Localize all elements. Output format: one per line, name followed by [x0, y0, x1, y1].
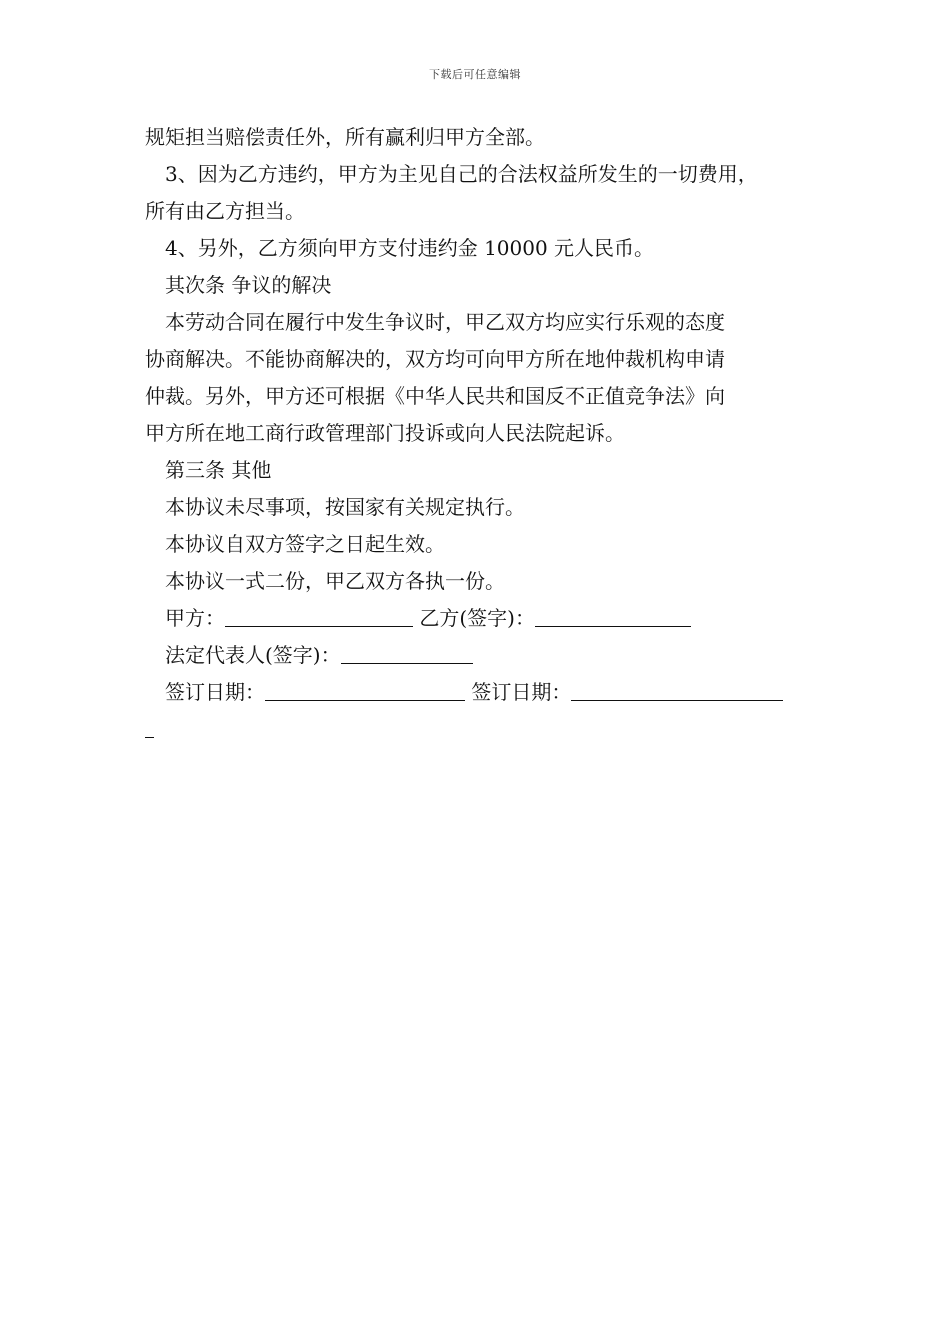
party-a-blank [225, 606, 413, 627]
paragraph-line: 3、因为乙方违约，甲方为主见自己的合法权益所发生的一切费用， [165, 162, 758, 186]
legal-rep-blank [341, 643, 473, 664]
party-b-blank [535, 606, 691, 627]
sign-date-label-a: 签订日期： [165, 680, 265, 704]
legal-rep-label: 法定代表人(签字)： [165, 643, 341, 667]
signature-line-dates [145, 674, 825, 711]
sign-date-blank-a [265, 680, 465, 701]
sign-date-blank-b [571, 680, 783, 701]
paragraph-line: 甲方所在地工商行政管理部门投诉或向人民法院起诉。 [145, 421, 625, 445]
paragraph-line: 本协议未尽事项，按国家有关规定执行。 [165, 495, 525, 519]
signature-line-overflow [145, 711, 825, 748]
paragraph-line: 本协议一式二份，甲乙双方各执一份。 [165, 569, 505, 593]
signature-line-parties [145, 600, 825, 637]
paragraph-line: 4、另外，乙方须向甲方支付违约金 10000 元人民币。 [165, 236, 655, 260]
paragraph-line: 协商解决。不能协商解决的，双方均可向甲方所在地仲裁机构申请 [145, 347, 725, 371]
paragraph-line: 本劳动合同在履行中发生争议时，甲乙双方均应实行乐观的态度 [165, 310, 725, 334]
sign-date-blank-tail [145, 717, 154, 738]
section-heading: 其次条 争议的解决 [165, 273, 332, 297]
sign-date-label-b: 签订日期： [471, 680, 572, 704]
document-body [145, 119, 825, 748]
paragraph-line: 所有由乙方担当。 [145, 199, 305, 223]
party-b-label: 乙方(签字)： [419, 606, 535, 630]
paragraph-line: 仲裁。另外，甲方还可根据《中华人民共和国反不正值竞争法》向 [145, 384, 725, 408]
section-heading: 第三条 其他 [165, 458, 272, 482]
page-header-note: 下载后可任意编辑 [429, 68, 521, 81]
paragraph-line: 本协议自双方签字之日起生效。 [165, 532, 445, 556]
signature-line-legal-rep [145, 637, 825, 674]
party-a-label: 甲方： [165, 606, 225, 630]
paragraph-line: 规矩担当赔偿责任外，所有赢利归甲方全部。 [145, 125, 545, 149]
